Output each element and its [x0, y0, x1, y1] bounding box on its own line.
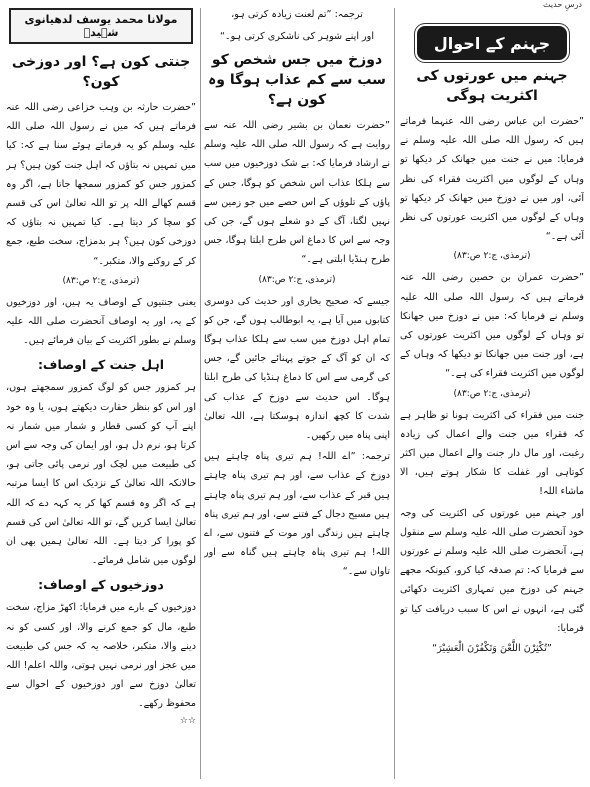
star-ornament: ☆☆	[179, 715, 196, 726]
left-reference-1: (ترمذی، ج:۲ ص:۸۳)	[62, 275, 140, 286]
section-tag: درسِ حدیث	[543, 0, 582, 9]
left-paragraph-2: یعنی جنتیوں کے اوصاف یہ ہیں، اور دوزخیوں کے یہ، اور یہ اوصاف آنحضرت صلی اللہ علیہ وسلم نے بطور اکثریت کے بیان فرمائے ہیں۔	[6, 296, 196, 347]
column-divider	[200, 8, 201, 779]
right-paragraph-4: اور جہنم میں عورتوں کی اکثریت کی وجہ خود آنحضرت صلی اللہ علیہ وسلم سے منقول ہے، آنحضرت صلی اللہ علیہ وسلم نے عورتوں سے فرمایا کہ: تم صدقہ کیا کرو، کیونکہ مجھے جہنم کی دوزخ میں تمہاری اکثریت دکھائی گئی ہے، انہوں نے اس کا سبب دریافت کیا تو فرمایا:	[400, 507, 584, 634]
mid-paragraph-1: ”حضرت نعمان بن بشیر رضی اللہ عنہ سے روایت ہے کہ رسول اللہ صلی اللہ علیہ وسلم نے ارشاد فرمایا کہ: بے شک دوزخیوں میں سب سے ہلکا عذاب اس شخص کو ہوگا، جس کے پاؤں کے تلوؤں کے اس حصے میں جو زمین سے نہیں لگتا، آگ کے دو شعلے ہوں گے، جن کی وجہ سے اس کا دماغ اس طرح ابلتا ہوگا، جس طرح ہنڈیا ابلتی ہے۔“	[204, 120, 390, 266]
left-subheading-2: دوزخیوں کے اوصاف:	[38, 577, 164, 593]
mid-reference-1: (ترمذی، ج:۲ ص:۸۳)	[258, 274, 336, 285]
mid-paragraph-2: جیسے کہ صحیح بخاری اور حدیث کی دوسری کتابوں میں آیا ہے، یہ ابوطالب ہوں گے، جن کو تمام اہل دوزخ میں سب سے ہلکا عذاب ہوگا کہ ان کو آگ کے جوتے پہنائے جائیں گے، جس کی گرمی سے اس کا دماغ ہنڈیا کی طرح ابلتا ہوگا۔ اس حدیث سے دوزخ کے عذاب کی شدت کا کچھ اندازہ ہوسکتا ہے، اللہ تعالیٰ اپنی پناہ میں رکھیں۔	[204, 295, 390, 442]
right-paragraph-1: ”حضرت ابن عباس رضی اللہ عنہما فرماتے ہیں کہ رسول اللہ صلی اللہ علیہ وسلم نے فرمایا: میں نے جنت میں جھانک کر دیکھا تو وہاں کے لوگوں میں اکثریت فقراء کی نظر آئی، اور میں نے دوزخ میں جھانک کر دیکھا تو وہاں کے لوگوں میں اکثریت عورتوں کی نظر آئی ہے۔“	[400, 116, 584, 243]
left-subheading-1: اہل جنت کے اوصاف:	[37, 357, 165, 373]
right-heading: جہنم میں عورتوں کی اکثریت ہوگی	[416, 68, 568, 104]
right-arabic-quote: ”تُکْثِرْنَ اللَّعْنَ وَتَکْفُرْنَ الْعَشِیْرَ“	[432, 643, 552, 655]
right-reference-1: (ترمذی، ج:۲ ص:۸۳)	[453, 251, 531, 262]
left-column	[6, 6, 196, 783]
mid-heading: دوزخ میں جس شخص کو سب سے کم عذاب ہوگا وہ کون ہے؟	[208, 52, 386, 108]
right-paragraph-3: جنت میں فقراء کی اکثریت ہونا تو ظاہر ہے کہ فقراء میں جنت والے اعمال کی زیادہ رغبت، اور مال دار جنت والے اعمال میں اکثر کوتاہی اور غفلت کا شکار ہوتے ہیں، الا ماشاء اللہ!	[400, 409, 584, 498]
mid-top-quote-1: ترجمہ: ”تم لعنت زیادہ کرتی ہو،	[231, 9, 363, 20]
middle-column	[204, 4, 390, 783]
right-paragraph-2: ”حضرت عمران بن حصین رضی اللہ عنہ فرماتے ہیں کہ رسول اللہ صلی اللہ علیہ وسلم نے فرمایا کہ: میں نے دوزخ میں جھانکا تو وہاں کے لوگوں میں اکثریت عورتوں کی ہے، اور جنت میں جھانکا تو دیکھا کہ وہاں کے لوگوں میں اکثریت فقراء کی ہے۔“	[400, 272, 584, 380]
right-reference-2: (ترمذی، ج:۲ ص:۸۳)	[453, 388, 531, 399]
section-banner: جہنم کے احوال	[417, 26, 567, 60]
mid-top-quote-2: اور اپنے شوہر کی ناشکری کرتی ہو۔“	[220, 31, 374, 42]
column-divider	[394, 8, 395, 779]
left-paragraph-3: ہر کمزور جس کو لوگ کمزور سمجھتے ہوں، اور اس کو بنظر حقارت دیکھتے ہوں، یا وہ خود اپنے آپ کو کسی قطار و شمار میں شمار نہ کرتا ہو، نرم دل ہو، اور ایمان کی وجہ سے اس کی طبیعت میں لچک اور نرمی پائی جاتی ہو، حالانکہ اللہ تعالیٰ کے نزدیک اس کا ایسا مرتبہ ہے کہ اگر وہ قسم کھا کر یہ کہہ دے کہ اللہ تعالیٰ ایسا کریں گے، تو اللہ تعالیٰ اس کی قسم کو پورا کر دیتا ہے۔ اللہ تعالیٰ ہمیں بھی ان لوگوں میں شامل فرمائے۔	[6, 382, 196, 567]
left-paragraph-1: ”حضرت حارثہ بن وہب خزاعی رضی اللہ عنہ فرماتے ہیں کہ میں نے رسول اللہ صلی اللہ علیہ وسلم کو یہ فرماتے ہوئے سنا ہے کہ: کیا میں تمہیں نہ بتاؤں کہ اہل جنت کون ہیں؟ ہر کمزور جس کو کمزور سمجھا جاتا ہے، اگر وہ قسم کھالے اللہ پر تو اللہ تعالیٰ اس کی قسم کو سچا کر دیتا ہے۔ کیا تمہیں نہ بتاؤں کہ دوزخی کون ہیں؟ ہر بدمزاج، سخت طبع، جمع کر کے روکنے والا، متکبر۔“	[6, 102, 196, 267]
author-name-box: مولانا محمد یوسف لدھیانوی شہیدؒ	[9, 8, 193, 44]
left-paragraph-4: دوزخیوں کے بارے میں فرمایا: اکھڑ مزاج، سخت طبع، مال کو جمع کرنے والا، اور کسی کو نہ دینے والا، متکبر، خلاصہ یہ کہ جس کی طبیعت میں عجز اور نرمی نہیں ہوتی، واللہ اعلم! اللہ تعالیٰ دوزخ سے اور دوزخیوں کے احوال سے محفوظ رکھے۔	[6, 602, 196, 710]
right-column	[400, 6, 584, 783]
mid-paragraph-3: ترجمہ: ”اے اللہ! ہم تیری پناہ چاہتے ہیں دوزخ کے عذاب سے، اور ہم تیری پناہ چاہتے ہیں قبر کے عذاب سے، اور ہم تیری پناہ چاہتے ہیں مسیح دجال کے فتنے سے، اور ہم تیری پناہ چاہتے ہیں زندگی اور موت کے فتنوں سے، اے اللہ! ہم تیری پناہ چاہتے ہیں گناہ سے اور تاوان سے۔“	[204, 451, 390, 578]
left-heading: جنتی کون ہے؟ اور دوزخی کون؟	[11, 54, 191, 90]
